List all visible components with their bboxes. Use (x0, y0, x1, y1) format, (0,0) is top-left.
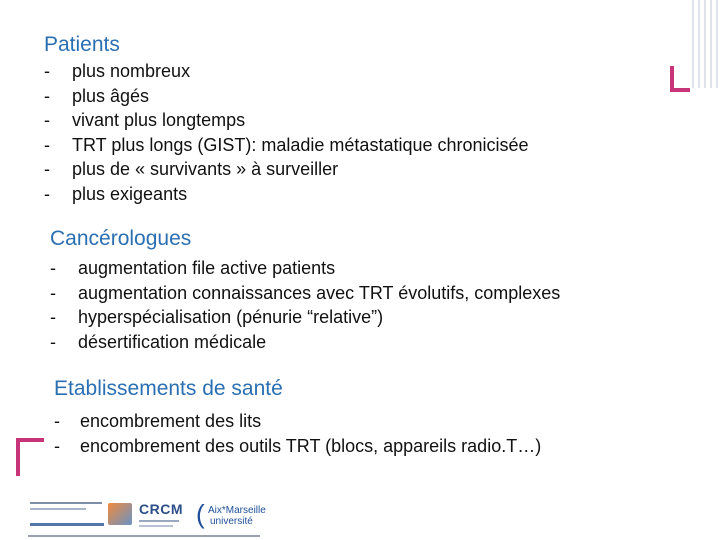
list-cancerologues (50, 256, 670, 354)
corner-bracket-bottom-left (16, 438, 44, 476)
bullet-dash: - (54, 435, 60, 456)
section-title-cancerologues: Cancérologues (50, 227, 192, 250)
list-item (50, 330, 670, 355)
list-item-text: augmentation connaissances avec TRT évolutifs, complexes (78, 282, 561, 303)
footer-divider (28, 535, 260, 537)
bullet-dash: - (44, 110, 50, 130)
list-item-text: plus âgés (72, 85, 150, 106)
bullet-dash: - (44, 61, 50, 81)
aix-marseille-logo: ( Aix*Marseille université (196, 499, 266, 529)
list-item (54, 409, 654, 434)
bullet-dash: - (44, 85, 50, 106)
aix-logo-line2: université (210, 516, 253, 527)
section-title-etablissements: Etablissements de santé (54, 377, 283, 400)
crcm-logo-text: CRCM (139, 501, 183, 517)
list-item (44, 108, 644, 133)
bullet-dash: - (50, 331, 56, 352)
list-item-text: plus exigeants (72, 183, 188, 204)
list-item (44, 133, 644, 158)
list-item (50, 305, 670, 330)
list-item-text: plus de « survivants » à surveiller (72, 159, 339, 179)
list-item (50, 281, 670, 306)
list-item (50, 256, 670, 281)
list-item-text: désertification médicale (78, 331, 267, 352)
crcm-logo (139, 501, 193, 531)
bullet-dash: - (44, 183, 50, 204)
list-item-text: TRT plus longs (GIST): maladie métastatique chronicisée (72, 134, 529, 155)
corner-bracket-top-right (670, 66, 690, 92)
section-title-patients: Patients (44, 33, 120, 56)
list-item-text: plus nombreux (72, 61, 191, 81)
list-item (54, 434, 654, 459)
footer-logos (26, 497, 266, 537)
list-item-text: encombrement des outils TRT (blocs, appareils radio.T…) (80, 435, 542, 456)
bullet-dash: - (50, 307, 56, 327)
list-item-text: encombrement des lits (80, 411, 262, 431)
decorative-stripes (692, 0, 720, 88)
aix-logo-line1: Aix*Marseille (208, 505, 266, 516)
list-item (44, 84, 644, 109)
ipc-logo (108, 503, 132, 525)
bullet-dash: - (50, 258, 56, 278)
list-etablissements (54, 409, 654, 458)
list-item-text: augmentation file active patients (78, 258, 336, 278)
bullet-dash: - (50, 282, 56, 303)
list-item-text: hyperspécialisation (pénurie “relative”) (78, 307, 384, 327)
list-item (44, 182, 644, 207)
bullet-dash: - (44, 159, 50, 179)
bullet-dash: - (54, 411, 60, 431)
list-item (44, 59, 644, 84)
list-item (44, 157, 644, 182)
bullet-dash: - (44, 134, 50, 155)
list-patients (44, 59, 644, 206)
institute-logo (30, 497, 104, 535)
list-item-text: vivant plus longtemps (72, 110, 246, 130)
